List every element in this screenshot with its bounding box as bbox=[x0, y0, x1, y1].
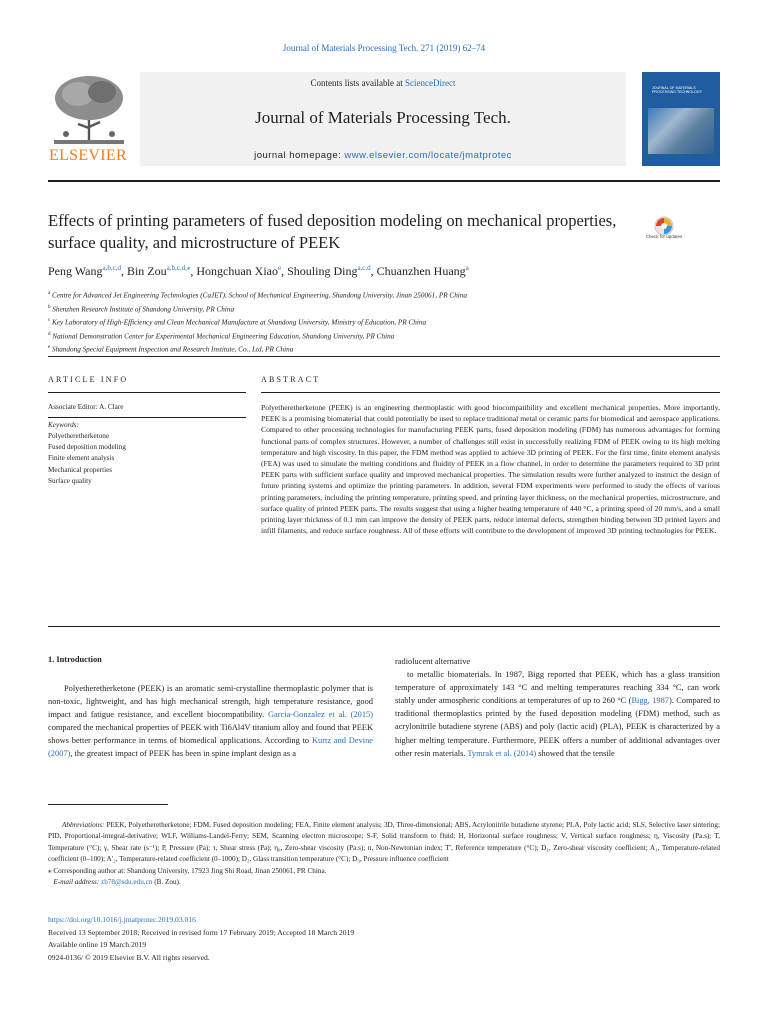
sciencedirect-link[interactable]: ScienceDirect bbox=[405, 78, 456, 88]
author-list bbox=[48, 264, 720, 279]
affiliation-text: Centre for Advanced Jet Engineering Technologies (CaJET), School of Mechanical Engineering, Shandong University, Jinan 250061, PR China bbox=[50, 291, 467, 300]
intro-text: , the greatest impact of PEEK has been in spine implant design as a bbox=[70, 749, 296, 759]
author-separator: , bbox=[281, 264, 288, 278]
intro-text: to metallic biomaterials. In 1987, Bigg reported that PEEK, which has a glass transition temperature of approximately 143 °C and melting temperatures reaching 334 °C, can work stably under atmospheric conditions at temperatures of up to 260 °C ( bbox=[395, 670, 720, 706]
affiliation-text: National Demonstration Center for Experimental Mechanical Engineering Education, Shandong University, PR China bbox=[50, 332, 395, 341]
intro-text: Polyetheretherketone (PEEK) is an aromatic semi-crystalline thermoplastic polymer that is non-toxic, lightweight, and has high mechanical strength, high temperature resistance, good impact and fatigue resistance, and excellent biocompatibility. bbox=[48, 684, 373, 720]
author-name[interactable]: Hongchuan Xiao bbox=[196, 264, 278, 278]
available-online: Available online 19 March 2019 bbox=[48, 940, 147, 950]
intro-paragraph bbox=[395, 668, 720, 760]
copyright: 0924-0136/ © 2019 Elsevier B.V. All rights reserved. bbox=[48, 952, 210, 962]
abstract-divider bbox=[48, 626, 720, 627]
affiliation-text: Shenzhen Research Institute of Shandong University, PR China bbox=[50, 304, 235, 313]
intro-text: showed that the tensile bbox=[536, 748, 615, 758]
journal-name: Journal of Materials Processing Tech. bbox=[255, 108, 511, 127]
author-name[interactable]: Shouling Ding bbox=[287, 264, 358, 278]
intro-text: compared the mechanical properties of PEEK with Ti6Al4V titanium alloy and found that PEEK shows better performance in terms of biomedical applications. According to bbox=[48, 723, 373, 746]
email-label: E-mail address: bbox=[53, 878, 100, 887]
journal-cover-thumbnail[interactable] bbox=[642, 72, 720, 166]
header-divider bbox=[48, 356, 720, 357]
journal-homepage bbox=[140, 150, 626, 161]
journal-citation[interactable]: Journal of Materials Processing Tech. 271 (2019) 62–74 bbox=[282, 43, 486, 53]
affiliation-key: c bbox=[48, 318, 51, 324]
affiliation-text: Key Laboratory of High-Efficiency and Clean Mechanical Manufacture at Shandong University, Ministry of Education, PR China bbox=[50, 318, 427, 327]
keywords-list bbox=[48, 431, 126, 487]
abstract-heading: ABSTRACT bbox=[261, 375, 321, 384]
author-separator: , bbox=[190, 264, 197, 278]
author-separator: , bbox=[120, 264, 127, 278]
masthead-divider bbox=[48, 180, 720, 182]
received-dates: Received 13 September 2018; Received in revised form 17 February 2019; Accepted 18 March 2019 bbox=[48, 927, 355, 937]
affiliation-key: e bbox=[48, 345, 51, 351]
author-separator: , bbox=[370, 264, 377, 278]
affiliation-text: Shandong Special Equipment Inspection and Research Institute, Co., Ltd, PR China bbox=[50, 345, 294, 354]
affiliation-item bbox=[48, 302, 720, 316]
intro-text: radiolucent alternative bbox=[395, 657, 471, 666]
associate-editor: Associate Editor: A. Clare bbox=[48, 403, 124, 411]
keyword-item: Surface quality bbox=[48, 476, 92, 485]
body-column-right bbox=[395, 655, 720, 760]
keywords-rule bbox=[48, 417, 246, 418]
author-affiliation-marker[interactable]: a,c,d bbox=[357, 264, 371, 272]
article-info-rule bbox=[48, 392, 246, 393]
article-title: Effects of printing parameters of fused deposition modeling on mechanical properties, surface quality, and microstructure of PEEK bbox=[48, 211, 617, 252]
author-affiliation-marker[interactable]: a,b,c,d bbox=[102, 264, 121, 272]
corresponding-author: ⁎ Corresponding author at: Shandong University, 17923 Jing Shi Road, Jinan 250061, PR China. bbox=[48, 866, 327, 875]
homepage-prefix: journal homepage: bbox=[254, 150, 345, 161]
affiliation-item bbox=[48, 329, 720, 343]
keywords-heading: Keywords: bbox=[48, 421, 79, 429]
affiliation-key: d bbox=[48, 331, 51, 337]
body-column-left bbox=[48, 682, 373, 761]
publisher-wordmark[interactable]: ELSEVIER bbox=[49, 147, 127, 164]
keyword-item: Fused deposition modeling bbox=[48, 443, 126, 452]
doi-link[interactable]: https://doi.org/10.1016/j.jmatprotec.2019.03.016 bbox=[48, 915, 196, 924]
contents-prefix: Contents lists available at bbox=[310, 78, 405, 88]
abbreviations-label: Abbreviations: bbox=[62, 821, 105, 829]
publication-info bbox=[48, 914, 720, 964]
affiliation-item bbox=[48, 342, 720, 356]
abstract-text: Polyetheretherketone (PEEK) is an engineering thermoplastic with good biocompatibility and excellent mechanical properties. More importantly, PEEK is a promising biomaterial that could potentially be used to replace traditional metal or ceramic parts for biomedical and aerospace applications. Compared to other processing technologies for manufacturing PEEK parts, fused deposition modeling (FDM) has numerous advantages for forming functional parts of complex structures. However, a number of challenges still exist in successfully realizing FDM of PEEK owing to its high melting temperature and high viscosity. In this paper, the FDM method was applied to achieve 3D printing of PEEK. For the first time, finite element analysis (FEA) was used to simulate the melting conditions and fluidity of PEEK in a flow channel, in order to determine the parameters required to 3D print PEEK parts with sufficient surface quality and improved mechanical properties. The simulation results were further analyzed to instruct the design of future printing systems and optimize the printing parameters. In addition, several FDM experiments were performed to study the effects of various printing parameters, including the printing temperature, printing speed, and printing layer thickness, on the mechanical properties, microstructure, and surface quality of printed PEEK parts. The results suggest that using a higher heating temperature of 440 °C, a printing speed of 20 mm/s, and a small printing layer thickness of 0.1 mm can improve the density of PEEK parts, reduce internal defects, strengthen binding between 3D printed layers and infill filaments, and reduce surface roughness. All of these efforts will contribute to the development of improved 3D printing technologies for PEEK. bbox=[261, 403, 720, 536]
intro-paragraph bbox=[48, 682, 373, 761]
author-affiliation-marker[interactable]: a,b,c,d,⁎ bbox=[166, 264, 191, 272]
email-footnote bbox=[48, 877, 720, 888]
author-name[interactable]: Bin Zou bbox=[126, 264, 167, 278]
author-name[interactable]: Chuanzhen Huang bbox=[376, 264, 466, 278]
author-affiliation-marker[interactable]: e bbox=[278, 264, 282, 272]
homepage-link[interactable]: www.elsevier.com/locate/jmatprotec bbox=[344, 150, 512, 161]
affiliation-list bbox=[48, 288, 720, 356]
abbreviations-footnote bbox=[48, 820, 720, 866]
section-heading-introduction: 1. Introduction bbox=[48, 655, 102, 664]
author-affiliation-marker[interactable]: a bbox=[465, 264, 469, 272]
check-for-updates-icon[interactable] bbox=[645, 214, 683, 252]
contents-line bbox=[140, 78, 626, 88]
abstract-rule bbox=[261, 392, 720, 393]
affiliation-key: a bbox=[48, 291, 51, 296]
author-name[interactable]: Peng Wang bbox=[48, 264, 103, 278]
reference-link[interactable]: Garcia-Gonzalez et al. (2015) bbox=[267, 710, 374, 720]
affiliation-item bbox=[48, 288, 720, 302]
article-info-heading: ARTICLE INFO bbox=[48, 375, 129, 384]
affiliation-key: b bbox=[48, 304, 51, 310]
footnote-rule bbox=[48, 804, 168, 805]
keyword-item: Mechanical properties bbox=[48, 465, 113, 474]
keyword-item: Finite element analysis bbox=[48, 454, 115, 463]
reference-link[interactable]: Tymrak et al. (2014) bbox=[467, 748, 537, 758]
reference-link[interactable]: Bigg, 1987 bbox=[631, 696, 669, 706]
check-for-updates-label[interactable]: Check for updates bbox=[645, 234, 683, 239]
reference-link[interactable]: Kurtz and Devine (2007) bbox=[48, 736, 373, 759]
email-link[interactable]: zb78@sdu.edu.cn bbox=[101, 878, 153, 887]
keyword-item: Polyetheretherketone bbox=[48, 432, 110, 440]
affiliation-item bbox=[48, 315, 720, 329]
cover-title: JOURNAL OF MATERIALS PROCESSING TECHNOLOGY bbox=[652, 86, 703, 95]
abbreviations-text: PEEK, Polyetheretherketone; FDM, Fused deposition modeling; FEA, Finite element analysis; 3D, Three-dimensional; ABS, Acrylonitrile butadiene styrene; PLA, Poly lactic acid; SLS, Selective laser sintering; PID, Proportional-integral-derivative; WLF, Williams-Landel-Ferry; SEM, Scanning electron microscope; S-F, Solid transform to fluid; H, Horizontal surface roughness; V, Vertical surface roughness; η, Viscosity (Pa.s); T, Temperature (°C); γ, Shear rate (s⁻¹); P, Pressure (Pa); τ, Shear stress (Pa); η₀, Zero-shear viscosity (Pa.s); n, Non-Newtonian index; T′, Reference temperature (°C); D₁, Zero-shear viscosity coefficient; A₁, Temperature-related coefficient (0–100); A′₂, Temperature-related coefficient (0–1000); D₂, Glass transition temperature (°C); D₃, Pressure influence coefficient bbox=[48, 821, 720, 864]
email-suffix: (B. Zou). bbox=[152, 878, 181, 887]
intro-text: ). Compared to traditional thermoplastics printed by the fused deposition modeling (FDM) method, such as acrylonitrile butadiene styrene (ABS) and poly (lactic acid) (PLA), PEEK is characterized by a higher melting temperature. Furthermore, PEEK offers a number of additional advantages over other resin materials. bbox=[395, 696, 720, 758]
cover-image bbox=[648, 108, 714, 154]
footnotes bbox=[48, 820, 720, 888]
